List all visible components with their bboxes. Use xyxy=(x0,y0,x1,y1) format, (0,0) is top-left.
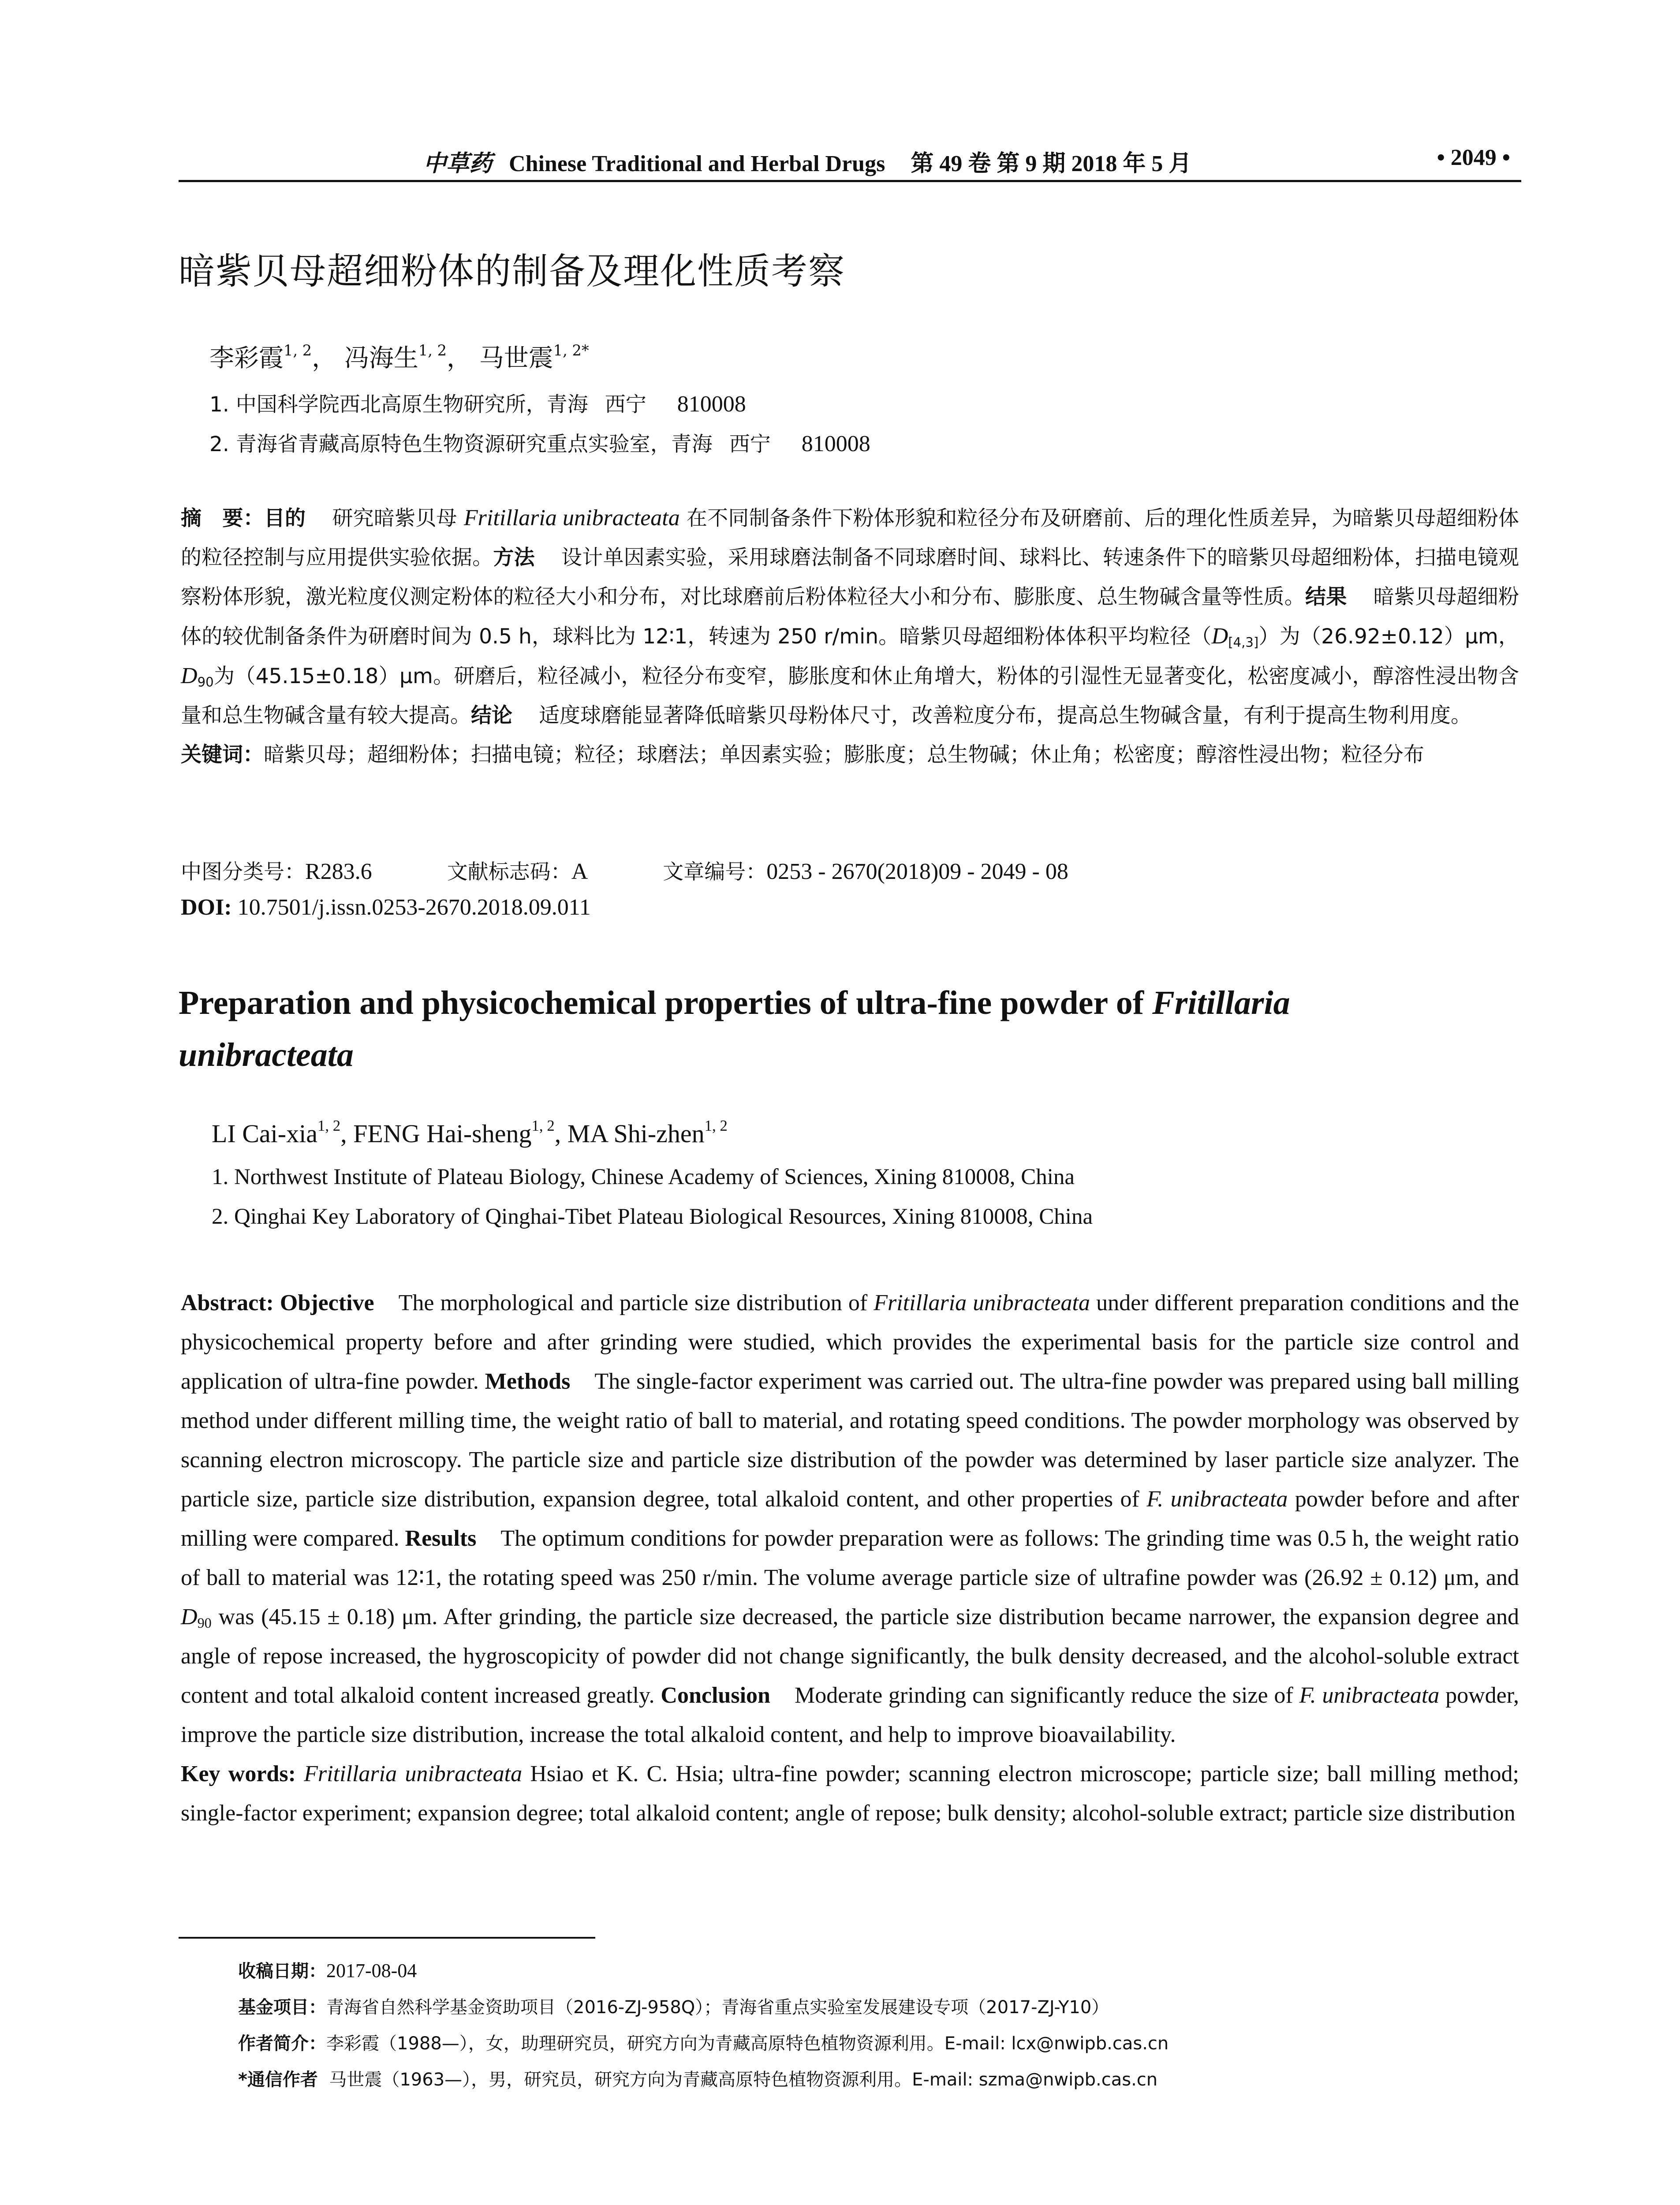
zh-author-name: 李彩霞 xyxy=(209,344,284,373)
en-methods-species: F. unibracteata xyxy=(1146,1487,1288,1512)
zh-abstract-label: 摘 要： xyxy=(181,506,264,531)
clc-item xyxy=(181,856,372,885)
zh-keywords-text: 暗紫贝母；超细粉体；扫描电镜；粒径；球磨法；单因素实验；膨胀度；总生物碱；休止角；松密度；醇溶性浸出物；粒径分布 xyxy=(264,743,1424,767)
en-conclusion-text-2: powder, improve the particle size distribution, increase the total alkaloid content, and help to improve bioavailability. xyxy=(181,1683,1519,1747)
zh-author-affiliation: 1, 2 xyxy=(284,341,312,359)
zh-author-separator: ， xyxy=(312,344,337,373)
en-results-d90-sub: 90 xyxy=(197,1615,212,1631)
zh-affiliation-text: 1. 中国科学院西北高原生物研究所，青海 xyxy=(209,392,588,417)
en-methods-text: The single-factor experiment was carried out. The ultra-fine powder was prepared using ball milling method under different milling time, the weight ratio of ball to material, and rotating speed conditions. The powder morphology was observed by scanning electron microscopy. The particle size and particle size distribution of the powder was determined by laser particle size analyzer. The particle size, particle size distribution, expansion degree, total alkaloid content, and other properties of xyxy=(181,1369,1519,1512)
zh-author-name: 马世震 xyxy=(479,344,553,373)
en-objective-species: Fritillaria unibracteata xyxy=(874,1290,1090,1316)
en-keywords-species: Fritillaria unibracteata xyxy=(304,1761,523,1786)
footnote-rule xyxy=(179,1937,595,1939)
zh-author-separator: ， xyxy=(446,344,471,373)
en-title-species-epithet: unibracteata xyxy=(179,1036,354,1073)
clc-label: 中图分类号： xyxy=(181,860,305,884)
received-label: 收稿日期： xyxy=(238,1961,326,1981)
zh-authors xyxy=(209,339,589,374)
zh-objective-text: 研究暗紫贝母 xyxy=(332,506,464,531)
en-objective-label: Objective xyxy=(280,1290,374,1316)
en-abstract-body xyxy=(181,1283,1519,1754)
doi xyxy=(181,894,591,920)
received-date: 2017-08-04 xyxy=(326,1960,417,1981)
en-affiliation-2: 2. Qinghai Key Laboratory of Qinghai-Tibet Plateau Biological Resources, Xining 810008, China xyxy=(212,1204,1093,1229)
en-author-separator: , xyxy=(554,1119,567,1148)
en-title-species-genus: Fritillaria xyxy=(1152,984,1290,1021)
journal-issue: 第 49 卷 第 9 期 2018 年 5 月 xyxy=(911,151,1192,176)
en-author-name: LI Cai-xia xyxy=(212,1119,317,1148)
zh-affiliation-text: 2. 青海省青藏高原特色生物资源研究重点实验室，青海 xyxy=(209,432,713,456)
zh-results-label: 结果 xyxy=(1305,585,1347,609)
en-title xyxy=(179,977,1501,1081)
en-keywords-label: Key words: xyxy=(181,1761,296,1786)
zh-conclusion-text: 适度球磨能显著降低暗紫贝母粉体尺寸，改善粒度分布，提高总生物碱含量，有利于提高生物利用度。 xyxy=(539,703,1471,728)
doi-label: DOI: xyxy=(181,895,232,920)
zh-affiliation-city: 西宁 xyxy=(605,392,646,417)
en-conclusion-text: Moderate grinding can significantly reduce the size of xyxy=(794,1683,1299,1708)
page-number: • 2049 • xyxy=(1437,145,1510,170)
classification-line xyxy=(181,856,1068,885)
footnote-fund xyxy=(238,1989,1169,2026)
article-no-item xyxy=(663,856,1068,885)
article-no-value: 0253 - 2670(2018)09 - 2049 - 08 xyxy=(766,859,1068,884)
en-authors xyxy=(212,1119,728,1148)
doi-value: 10.7501/j.issn.0253-2670.2018.09.011 xyxy=(237,895,591,920)
zh-results-text-3: 为（45.15±0.18）μm。研磨后，粒径减小，粒径分布变窄，膨胀度和休止角增大，粉体的引湿性无显著变化，松密度减小，醇溶性浸出物含量和总生物碱含量有较大提高。 xyxy=(181,664,1519,728)
en-author-affiliation: 1, 2 xyxy=(704,1117,728,1134)
doc-code-label: 文献标志码： xyxy=(447,860,571,884)
zh-abstract-body xyxy=(181,498,1519,735)
bio-label: 作者简介： xyxy=(238,2033,326,2054)
footnotes xyxy=(238,1953,1169,2098)
journal-cn-mark: 中草药 xyxy=(423,150,493,177)
zh-affiliation-postcode: 810008 xyxy=(801,431,870,456)
journal-name: Chinese Traditional and Herbal Drugs xyxy=(509,151,885,176)
en-results-text: The optimum conditions for powder preparation were as follows: The grinding time was 0.5 h, the weight ratio of ball to material was 12∶1, the rotating speed was 250 r/min. The volume average particle size of ultrafine powder was (26.92 ± 0.12) μm, and xyxy=(181,1526,1519,1590)
en-author-name: FENG Hai-sheng xyxy=(353,1119,532,1148)
zh-results-d90: D xyxy=(181,663,198,688)
zh-methods-text: 设计单因素实验，采用球磨法制备不同球磨时间、球料比、转速条件下的暗紫贝母超细粉体，扫描电镜观察粉体形貌，激光粒度仪测定粉体的粒径大小和分布，对比球磨前后粉体粒径大小和分布、膨胀度、总生物碱含量等性质。 xyxy=(181,546,1519,609)
article-no-label: 文章编号： xyxy=(663,860,767,884)
footnote-received xyxy=(238,1953,1169,1989)
zh-abstract xyxy=(181,498,1519,774)
zh-title: 暗紫贝母超细粉体的制备及理化性质考察 xyxy=(179,250,846,292)
corresponding-label: *通信作者 xyxy=(238,2070,318,2090)
zh-affiliation-2 xyxy=(209,428,870,457)
zh-objective-text-2: 在不同制备条件下粉体形貌和粒径分布及研磨前、后的理化性质差异，为暗紫贝母超细粉体的粒径控制与应用提供实验依据。 xyxy=(181,506,1519,570)
en-conclusion-label: Conclusion xyxy=(661,1683,770,1708)
zh-author-affiliation: 1, 2 xyxy=(418,341,447,359)
zh-results-text-2: ）为（26.92±0.12）μm， xyxy=(1258,624,1519,649)
zh-author-affiliation: 1, 2* xyxy=(553,341,589,359)
clc-value: R283.6 xyxy=(305,859,372,884)
en-title-text: Preparation and physicochemical properties of ultra-fine powder of xyxy=(179,984,1153,1021)
journal-title xyxy=(423,145,1191,178)
zh-affiliation-postcode: 810008 xyxy=(677,392,746,417)
zh-objective-species: Fritillaria unibracteata xyxy=(463,505,680,531)
en-keywords xyxy=(181,1754,1519,1833)
zh-affiliation-city: 西宁 xyxy=(729,432,771,456)
zh-affiliation-1 xyxy=(209,388,746,418)
zh-results-d43: D xyxy=(1211,624,1228,649)
en-results-text-2: was (45.15 ± 0.18) μm. After grinding, the particle size decreased, the particle size distribution became narrower, the expansion degree and angle of repose increased, the hygroscopicity of powder did not change significantly, the bulk density decreased, and the alcohol-soluble extract content and total alkaloid content increased greatly. xyxy=(181,1604,1519,1708)
running-header xyxy=(179,140,1521,182)
fund-label: 基金项目： xyxy=(238,1997,326,2018)
bio-text: 李彩霞（1988—），女，助理研究员，研究方向为青藏高原特色植物资源利用。E-mail: lcx@nwipb.cas.cn xyxy=(326,2033,1169,2054)
corresponding-text: 马世震（1963—），男，研究员，研究方向为青藏高原特色植物资源利用。E-mail: szma@nwipb.cas.cn xyxy=(329,2070,1158,2090)
zh-keywords-label: 关键词： xyxy=(181,743,264,767)
en-abstract-label: Abstract: xyxy=(181,1290,274,1316)
footnote-bio xyxy=(238,2026,1169,2062)
en-methods-label: Methods xyxy=(485,1369,571,1394)
en-results-label: Results xyxy=(405,1526,477,1551)
zh-conclusion-label: 结论 xyxy=(471,703,512,728)
en-author-affiliation: 1, 2 xyxy=(531,1117,555,1134)
en-conclusion-species: F. unibracteata xyxy=(1299,1683,1440,1708)
zh-results-text: 暗紫贝母超细粉体的较优制备条件为研磨时间为 0.5 h，球料比为 12∶1，转速为 250 r/min。暗紫贝母超细粉体体积平均粒径（ xyxy=(181,585,1519,649)
zh-results-d90-sub: 90 xyxy=(197,674,214,690)
en-objective-text: The morphological and particle size distribution of xyxy=(398,1290,874,1316)
zh-keywords xyxy=(181,735,1519,774)
en-objective-text-2: under different preparation conditions and the physicochemical property before and after grinding were studied, which provides the experimental basis for the particle size control and application of ultra-fine powder. xyxy=(181,1290,1519,1394)
en-author-separator: , xyxy=(340,1119,354,1148)
en-author-affiliation: 1, 2 xyxy=(317,1117,341,1134)
zh-results-d43-sub: [4,3] xyxy=(1228,635,1259,650)
en-affiliation-1: 1. Northwest Institute of Plateau Biology, Chinese Academy of Sciences, Xining 810008, China xyxy=(212,1165,1075,1189)
doc-code-value: A xyxy=(571,859,588,884)
doc-code-item xyxy=(447,856,588,885)
zh-methods-label: 方法 xyxy=(493,546,535,570)
zh-objective-label: 目的 xyxy=(264,506,306,531)
en-results-d90: D xyxy=(181,1604,198,1629)
en-keywords-text: Hsiao et K. C. Hsia; ultra-fine powder; scanning electron microscope; particle size; ball milling method; single-factor experiment; expansion degree; total alkaloid content; angle of repose; bulk density; alcohol-soluble extract; particle size distribution xyxy=(181,1761,1519,1826)
fund-text: 青海省自然科学基金资助项目（2016-ZJ-958Q）；青海省重点实验室发展建设专项（2017-ZJ-Y10） xyxy=(326,1997,1109,2018)
zh-author-name: 冯海生 xyxy=(344,344,418,373)
footnote-corresponding xyxy=(238,2062,1169,2098)
en-abstract xyxy=(181,1283,1519,1833)
en-methods-text-2: powder before and after milling were compared. xyxy=(181,1487,1519,1551)
en-author-name: MA Shi-zhen xyxy=(567,1119,705,1148)
